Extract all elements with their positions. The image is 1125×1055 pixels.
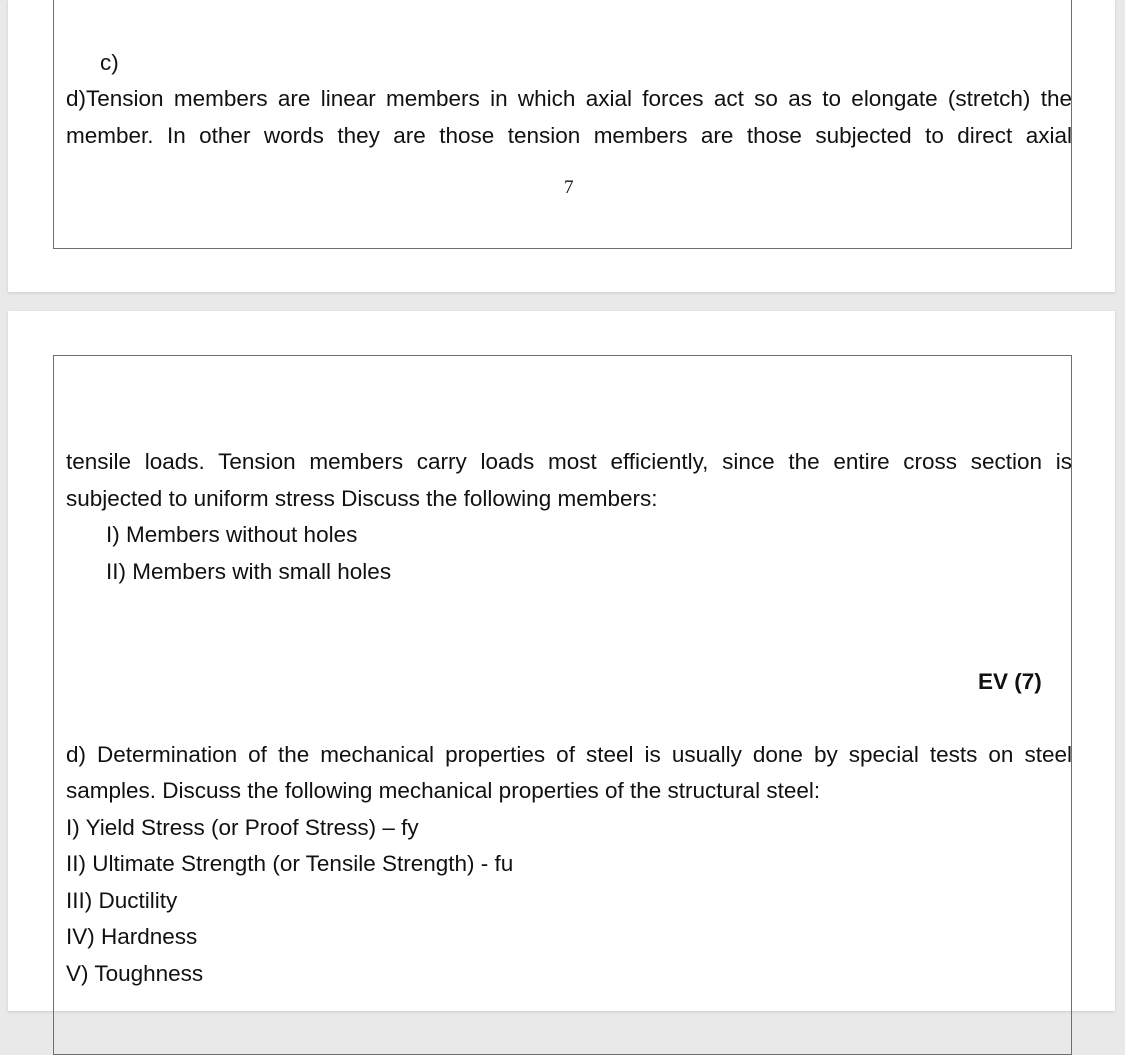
list-item-hardness: IV) Hardness <box>66 924 198 949</box>
document-page-bottom <box>8 311 1115 1011</box>
question-d-tension-line-4: subjected to uniform stress Discuss the following members: <box>66 486 658 511</box>
question-d-tension-line-2: member. In other words they are those tension members are those subjected to direct axial <box>66 123 1072 148</box>
question-d-tension-line-1: d)Tension members are linear members in which axial forces act so as to elongate (stretch) the <box>66 86 1072 111</box>
list-item-ultimate-strength: II) Ultimate Strength (or Tensile Strength) - fu <box>66 851 514 876</box>
page-number: 7 <box>564 177 574 198</box>
list-item-members-without-holes: I) Members without holes <box>106 522 358 547</box>
item-c-label: c) <box>100 50 119 75</box>
document-page-top <box>8 0 1115 292</box>
list-item-ductility: III) Ductility <box>66 888 178 913</box>
list-item-members-with-small-holes: II) Members with small holes <box>106 559 392 584</box>
list-item-toughness: V) Toughness <box>66 961 204 986</box>
marks-label: EV (7) <box>978 669 1042 694</box>
list-item-yield-stress: I) Yield Stress (or Proof Stress) – fy <box>66 815 419 840</box>
question-d-steel-line-1: d) Determination of the mechanical properties of steel is usually done by special tests on steel <box>66 742 1072 767</box>
question-d-tension-line-3: tensile loads. Tension members carry loads most efficiently, since the entire cross section is <box>66 449 1072 474</box>
question-d-steel-line-2: samples. Discuss the following mechanical properties of the structural steel: <box>66 778 821 803</box>
